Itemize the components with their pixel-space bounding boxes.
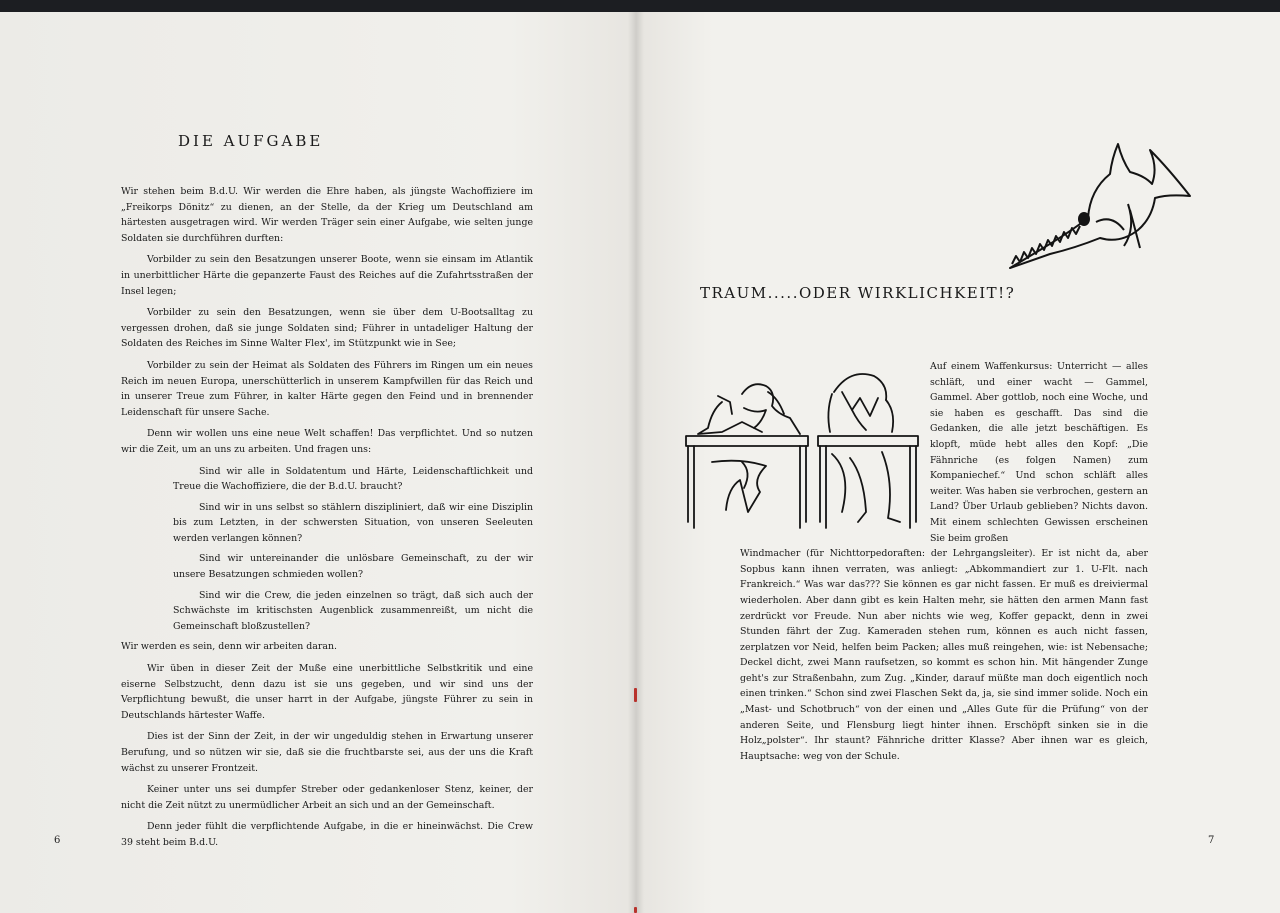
book-gutter: [628, 12, 644, 913]
binding-thread: [634, 688, 637, 702]
question: Sind wir in uns selbst so stählern diszipliniert, daß wir eine Disziplin bis zum Letzten, in der schwersten Situation, von unseren Seeleuten werden verlangen können?: [173, 501, 533, 544]
paragraph: Auf einem Waffenkursus: Unterricht — alles schläft, und einer wacht — Gammel, Gammel. Aber gottlob, noch eine Woche, und sie haben es geschafft. Das sind die Gedanken, die alle jetzt beschäftigen. Es klopft, müde hebt alles den Kopf: „Die Fähnriche (es folgen Namen) zum Kompaniechef.“ Und schon schläft alles weiter. Was haben sie verbrochen, gestern an Land? Über Urlaub geblieben? Nichts davon. Mit einem schlechten Gewissen erscheinen Sie beim großen: [930, 361, 1148, 544]
question: Sind wir untereinander die unlösbare Gemeinschaft, zu der wir unsere Besatzungen schmieden wollen?: [173, 553, 533, 581]
page-title-left: DIE AUFGABE: [178, 132, 324, 150]
paragraph: Vorbilder zu sein der Heimat als Soldaten des Führers im Ringen um ein neues Reich im neuen Europa, unerschütterlich in unserem Kampfwillen für das Reich und in unserer Treue zum Führer, in kalter Härte gegen den Feind und in brennender Leidenschaft für unsere Sache.: [121, 359, 533, 418]
question-list: [173, 464, 533, 635]
paragraph: Wir werden es sein, denn wir arbeiten daran.: [121, 641, 337, 653]
paragraph: Wir üben in dieser Zeit der Muße eine unerbittliche Selbstkritik und eine eiserne Selbstzucht, denn dazu ist sie uns gegeben, und wir sind uns der Verpflichtung bewußt, die unser harrt in der Aufgabe, jüngste Führer zu sein in Deutschlands härtester Waffe.: [121, 663, 533, 721]
right-text-column: [740, 359, 1148, 764]
paragraph: Wir stehen beim B.d.U. Wir werden die Ehre haben, als jüngste Wachoffiziere im „Freikorps Dönitz“ zu dienen, an der Stelle, da der Krieg um Deutschland am härtesten ausgetragen wird. Wir werden Träger sein einer Aufgabe, wie selten junge Soldaten sie durchführen durften:: [121, 186, 533, 244]
paragraph: Windmacher (für Nichttorpedoraften: der Lehrgangsleiter). Er ist nicht da, aber Sopbus kann ihnen verraten, was anliegt: „Abkommandiert zur 1. U-Flt. nach Frankreich.“ Was war das??? Sie können es gar nicht fassen. Er muß es dreiviermal wiederholen. Aber dann gibt es kein Halten mehr, sie hätten den armen Mann fast zerdrückt vor Freude. Nun aber nichts wie weg, Koffer gepackt, denn in zwei Stunden fährt der Zug. Kameraden stehen rum, können es auch nicht fassen, zerplatzen vor Neid, helfen beim Packen; alles muß reingehen, wie: ist Nebensache; Deckel dicht, zwei Mann raufsetzen, so kommt es schon hin. Mit hängender Zunge geht's zur Straßenbahn, zum Zug. „Kinder, darauf müßte man doch eigentlich noch einen trinken.“ Schon sind zwei Flaschen Sekt da, ja, sie sind immer solide. Noch ein „Mast- und Schotbruch“ von der einen und „Alles Gute für die Prüfung“ von der anderen Seite, und Flensburg liegt hinter ihnen. Erschöpft sinken sie in die Holz„polster“. Ihr staunt? Fähnriche dritter Klasse? Aber ihnen war es gleich, Hauptsache: weg von der Schule.: [740, 548, 1148, 762]
question: Sind wir alle in Soldatentum und Härte, Leidenschaftlichkeit und Treue die Wachoffiziere, die der B.d.U. braucht?: [173, 465, 533, 493]
binding-thread: [634, 907, 637, 913]
sawfish-icon: [1000, 138, 1200, 274]
question: Sind wir die Crew, die jeden einzelnen so trägt, daß sich auch der Schwächste im kritischsten Augenblick zusammenreißt, um nicht die Gemeinschaft bloßzustellen?: [173, 589, 533, 632]
paragraph: Vorbilder zu sein den Besatzungen unserer Boote, wenn sie einsam im Atlantik in unerbittlicher Härte die gepanzerte Faust des Reiches auf die Zufahrtsstraßen der Insel legen;: [121, 254, 533, 297]
paragraph: Vorbilder zu sein den Besatzungen, wenn sie über dem U-Bootsalltag zu vergessen drohen, daß sie junge Soldaten sind; Führer in untadeliger Haltung der Soldaten des Reiches im Sinne Walter Flex', im Stützpunkt wie in See;: [121, 307, 533, 350]
book-spread: [0, 12, 1280, 913]
paragraph: Denn jeder fühlt die verpflichtende Aufgabe, in die er hineinwächst. Die Crew 39 steht beim B.d.U.: [121, 821, 533, 848]
paragraph: Denn wir wollen uns eine neue Welt schaffen! Das verpflichtet. Und so nutzen wir die Zeit, um an uns zu arbeiten. Und fragen uns:: [121, 428, 533, 455]
page-title-right: TRAUM.....ODER WIRKLICHKEIT!?: [700, 284, 1016, 302]
page-number-left: 6: [54, 835, 61, 846]
left-text-column: [121, 184, 533, 857]
paragraph: Dies ist der Sinn der Zeit, in der wir ungeduldig stehen in Erwartung unserer Berufung, und so nützen wir sie, daß sie die fruchtbarste sei, aus der uns die Kraft wächst zu unserer Frontzeit.: [121, 731, 533, 774]
paragraph: Keiner unter uns sei dumpfer Streber oder gedankenloser Stenz, keiner, der nicht die Zeit nützt zu unermüdlicher Arbeit an sich und an der Gemeinschaft.: [121, 784, 533, 811]
page-number-right: 7: [1208, 835, 1215, 846]
